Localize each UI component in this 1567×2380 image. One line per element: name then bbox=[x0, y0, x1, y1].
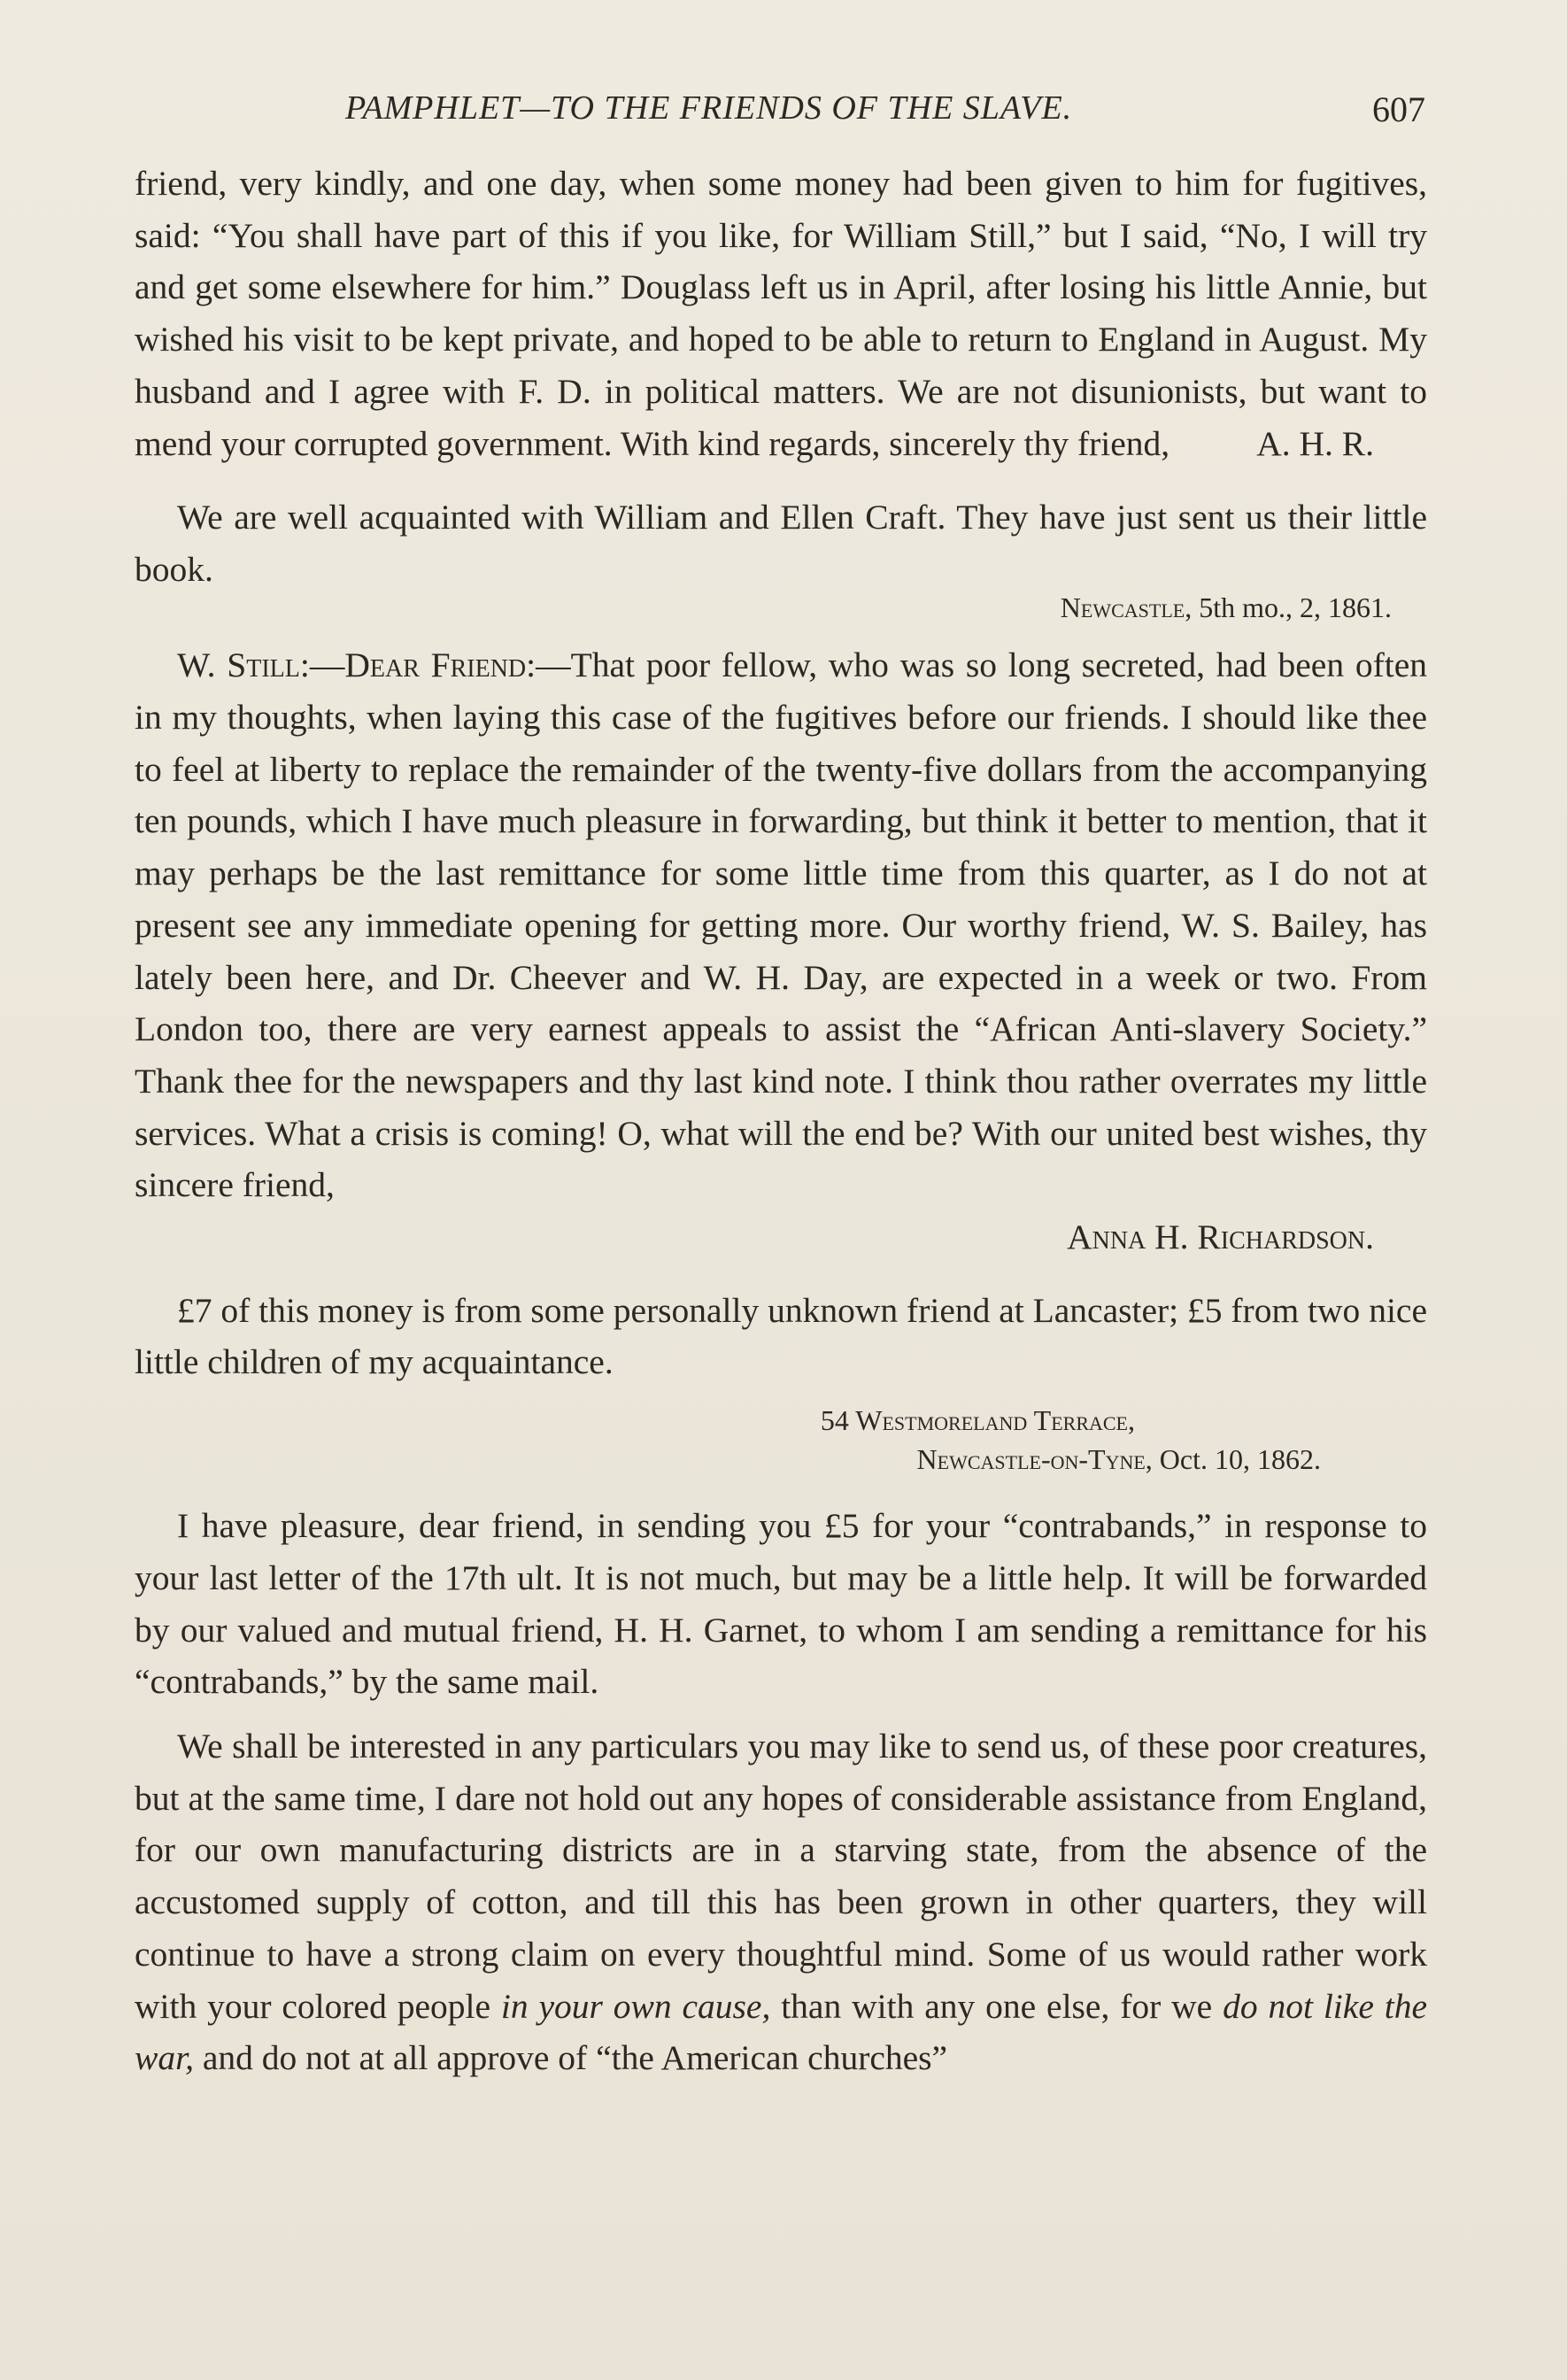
dateline-1-place: Newcastle bbox=[1060, 591, 1185, 624]
running-title: PAMPHLET—TO THE FRIENDS OF THE SLAVE. bbox=[345, 89, 1073, 127]
address-street: 54 Westmoreland Terrace, bbox=[820, 1404, 1135, 1437]
paragraph-3 bbox=[135, 639, 1427, 1211]
signature-richardson-text: Anna H. Richardson. bbox=[1067, 1217, 1374, 1257]
address-city: Newcastle-on-Tyne bbox=[916, 1443, 1146, 1476]
signature-richardson bbox=[135, 1211, 1427, 1263]
paragraph-4: £7 of this money is from some personally unknown friend at Lancaster; £5 from two nice little children of my acquaintance. bbox=[135, 1290, 1427, 1382]
salutation: W. Still:—Dear Friend: bbox=[177, 645, 536, 685]
paragraph-6 bbox=[135, 1720, 1427, 2084]
paragraph-3-text: —That poor fellow, who was so long secreted, had been often in my thoughts, when laying this case of the fugitives before our friends. I should like thee to feel at liberty to replace the remainder of the twenty-five dollars from the accompanying ten pounds, which I have much pleasure in forwarding, but think it better to mention, that it may perhaps be the last remittance for some little time from this quarter, as I do not at present see any immediate opening for getting more. Our worthy friend, W. S. Bailey, has lately been here, and Dr. Cheever and W. H. Day, are expected in a week or two. From London too, there are very earnest appeals to assist the “African Anti-slavery Society.” Thank thee for the newspapers and thy last kind note. I think thou rather overrates my little services. What a crisis is coming! O, what will the end be? With our united best wishes, thy sincere friend, bbox=[135, 645, 1427, 1205]
dateline-1 bbox=[135, 588, 1427, 627]
paragraph-6-emphasis-1: in your own cause, bbox=[500, 1986, 771, 2026]
address-line-2 bbox=[135, 1440, 1427, 1479]
paragraph-1: friend, very kindly, and one day, when some money had been given to him for fugitives, said: “You shall have part of this if you like, for William Still,” but I said, “No, I will try and get some elsewhere for him.” Douglass left us in April, after losing his little Annie, but wished his visit to be kept private, and hoped to be able to return to England in August. My husband and I agree with F. D. in political matters. We are not disunionists, but want to mend your corrupted government. With kind regards, sincerely thy friend, bbox=[135, 164, 1427, 463]
paragraph-2: We are well acquainted with William and Ellen Craft. They have just sent us their little book. bbox=[135, 497, 1427, 589]
paragraph-6-part-c: and do not at all approve of “the American churches” bbox=[193, 2038, 948, 2078]
paragraph-6-emphasis-2: do not like the war, bbox=[135, 1986, 1427, 2078]
address-line-1 bbox=[135, 1401, 1427, 1440]
dateline-1-date: , 5th mo., 2, 1861. bbox=[1185, 591, 1392, 624]
body-text bbox=[135, 158, 1427, 2084]
paragraph-6-part-b: than with any one else, for we bbox=[770, 1986, 1223, 2026]
address-date: , Oct. 10, 1862. bbox=[1145, 1443, 1321, 1476]
page-number: 607 bbox=[1372, 89, 1425, 129]
signature-ahr: A. H. R. bbox=[1256, 424, 1374, 464]
paragraph-6-part-a: We shall be interested in any particulars you may like to send us, of these poor creatures, but at the same time, I dare not hold out any hopes of considerable assistance from England, for our own manufacturing districts are in a starving state, from the absence of the accustomed supply of cotton, and till this has been grown in other quarters, they will continue to have a strong claim on every thoughtful mind. Some of us would rather work with your colored people bbox=[135, 1726, 1427, 2026]
paragraph-5: I have pleasure, dear friend, in sending you £5 for your “contrabands,” in response to your last letter of the 17th ult. It is not much, but may be a little help. It will be forwarded by our valued and mutual friend, H. H. Garnet, to whom I am sending a remittance for his “contrabands,” by the same mail. bbox=[135, 1506, 1427, 1702]
page-header bbox=[345, 89, 1425, 142]
